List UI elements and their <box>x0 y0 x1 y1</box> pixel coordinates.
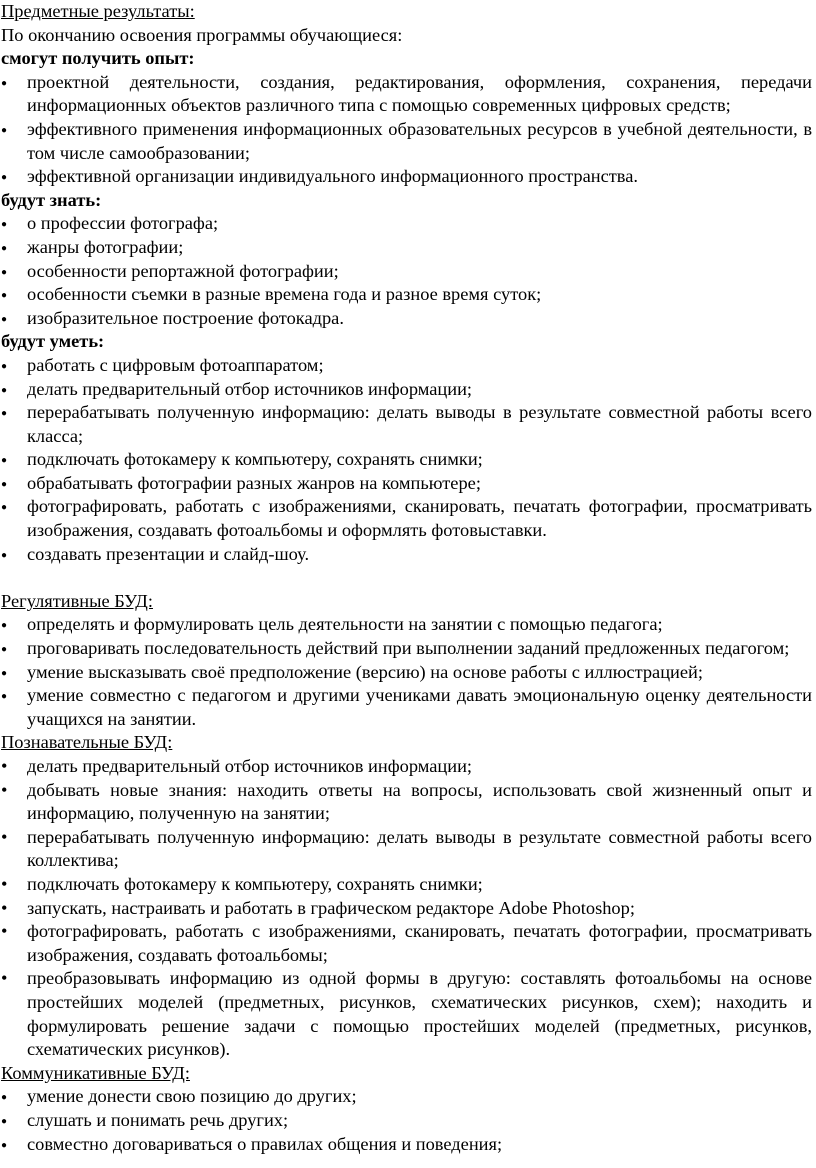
bullet-icon <box>1 1109 21 1136</box>
list-item <box>0 354 816 378</box>
list-item-text: создавать презентации и слайд-шоу. <box>27 543 310 564</box>
bullet-icon <box>1 472 21 499</box>
list-item <box>0 401 816 448</box>
list-item-text: эффективного применения информационных образовательных ресурсов в учебной деятельности, в том числе самообразовании; <box>27 118 812 163</box>
cognitive-list <box>0 755 816 1062</box>
bullet-icon <box>1 543 21 570</box>
bullet-icon <box>1 212 21 239</box>
bullet-icon <box>1 661 21 688</box>
bullet-icon <box>1 354 21 381</box>
bullet-icon <box>1 283 21 310</box>
experience-list <box>0 71 816 189</box>
bullet-icon <box>1 71 21 98</box>
list-item <box>0 212 816 236</box>
list-item <box>0 307 816 331</box>
list-item <box>0 472 816 496</box>
bullet-icon <box>1 401 21 428</box>
list-item <box>0 236 816 260</box>
bullet-icon <box>1 1133 21 1160</box>
list-item-text: перерабатывать полученную информацию: делать выводы в результате совместной работы всего коллектива; <box>27 826 812 871</box>
bullet-icon <box>1 967 21 991</box>
know-list <box>0 212 816 330</box>
list-item <box>0 873 816 897</box>
bullet-icon <box>1 448 21 475</box>
list-item-text: слушать и понимать речь других; <box>27 1109 289 1130</box>
list-item-text: делать предварительный отбор источников информации; <box>27 756 473 776</box>
list-item <box>0 495 816 542</box>
list-item-text: подключать фотокамеру к компьютеру, сохранять снимки; <box>27 449 483 470</box>
list-item-text: фотографировать, работать с изображениями, сканировать, печатать фотографии, просматривать изображения, создавать фотоальбомы; <box>27 921 812 965</box>
list-item <box>0 71 816 118</box>
bullet-icon <box>1 684 21 711</box>
bullet-icon <box>1 873 21 897</box>
list-item-text: особенности репортажной фотографии; <box>27 260 339 281</box>
spacer <box>0 566 816 590</box>
list-item <box>0 637 816 661</box>
list-item-text: умение совместно с педагогом и другими учениками давать эмоциональную оценку деятельности учащихся на занятии. <box>27 685 812 729</box>
subheading-know: будут знать: <box>1 189 102 210</box>
list-item <box>0 543 816 567</box>
bullet-icon <box>1 920 21 944</box>
list-item-text: фотографировать, работать с изображениями, сканировать, печатать фотографии, просматривать изображения, создавать фотоальбомы и оформлять фотовыставки. <box>27 496 812 541</box>
list-item-text: о профессии фотографа; <box>27 213 219 234</box>
list-item <box>0 755 816 779</box>
list-item-text: проектной деятельности, создания, редактирования, оформления, сохранения, передачи информационных объектов различного типа с помощью современных цифровых средств; <box>27 71 812 116</box>
bullet-icon <box>1 1085 21 1112</box>
list-item <box>0 448 816 472</box>
bullet-icon <box>1 779 21 803</box>
list-item-text: перерабатывать полученную информацию: делать выводы в результате совместной работы всего класса; <box>27 402 812 446</box>
list-item-text: работать с цифровым фотоаппаратом; <box>27 354 324 375</box>
list-item <box>0 779 816 826</box>
list-item <box>0 283 816 307</box>
bullet-icon <box>1 378 21 405</box>
list-item <box>0 118 816 165</box>
list-item-text: умение высказывать своё предположение (версию) на основе работы с иллюстрацией; <box>27 661 704 682</box>
bullet-icon <box>1 755 21 779</box>
subheading-skills: будут уметь: <box>1 331 105 352</box>
list-item-text: подключать фотокамеру к компьютеру, сохранять снимки; <box>27 873 483 894</box>
list-item-text: умение донести свою позицию до других; <box>27 1086 357 1107</box>
bullet-icon <box>1 165 21 192</box>
list-item-text: добывать новые знания: находить ответы на вопросы, использовать свой жизненный опыт и информацию, полученную на занятии; <box>27 779 812 824</box>
bullet-icon <box>1 495 21 522</box>
bullet-icon <box>1 236 21 263</box>
regulative-list <box>0 613 816 731</box>
list-item <box>0 967 816 1061</box>
list-item <box>0 897 816 921</box>
regulative-heading: Регулятивные БУД: <box>1 590 153 611</box>
list-item-text: преобразовывать информацию из одной формы в другую: составлять фотоальбомы на основе простейших моделей (предметных, рисунков, схематических рисунков, схем); находить и формулировать решение задачи с помощью простейших моделей (предметных, рисунков, схематических рисунков). <box>27 968 812 1060</box>
bullet-icon <box>1 826 21 850</box>
list-item <box>0 378 816 402</box>
subheading-experience: смогут получить опыт: <box>1 48 195 69</box>
cognitive-heading: Познавательные БУД: <box>1 732 173 753</box>
intro-text: По окончанию освоения программы обучающиеся: <box>1 24 403 45</box>
list-item <box>0 260 816 284</box>
list-item <box>0 1085 816 1109</box>
list-item <box>0 1133 816 1157</box>
list-item <box>0 684 816 731</box>
list-item-text: эффективной организации индивидуального информационного пространства. <box>27 166 638 187</box>
list-item <box>0 826 816 873</box>
bullet-icon <box>1 637 21 664</box>
list-item <box>0 613 816 637</box>
list-item-text: особенности съемки в разные времена года и разное время суток; <box>27 284 542 305</box>
list-item <box>0 165 816 189</box>
list-item-text: определять и формулировать цель деятельности на занятии с помощью педагога; <box>27 614 663 635</box>
list-item <box>0 661 816 685</box>
list-item-text: жанры фотографии; <box>27 236 184 257</box>
list-item-text: изобразительное построение фотокадра. <box>27 307 344 328</box>
list-item-text: запускать, настраивать и работать в графическом редакторе Adobe Photoshop; <box>27 897 635 918</box>
communicative-heading: Коммуникативные БУД: <box>1 1062 190 1083</box>
bullet-icon <box>1 307 21 334</box>
bullet-icon <box>1 260 21 287</box>
communicative-list <box>0 1085 816 1156</box>
skills-list <box>0 354 816 566</box>
list-item-text: совместно договариваться о правилах общения и поведения; <box>27 1133 503 1154</box>
list-item-text: делать предварительный отбор источников информации; <box>27 378 473 399</box>
list-item-text: проговаривать последовательность действий при выполнении заданий предложенных педагогом; <box>27 638 790 659</box>
section-title: Предметные результаты: <box>1 1 195 21</box>
list-item <box>0 920 816 967</box>
bullet-icon <box>1 118 21 145</box>
list-item-text: обрабатывать фотографии разных жанров на компьютере; <box>27 472 481 493</box>
bullet-icon <box>1 613 21 640</box>
bullet-icon <box>1 897 21 921</box>
list-item <box>0 1109 816 1133</box>
